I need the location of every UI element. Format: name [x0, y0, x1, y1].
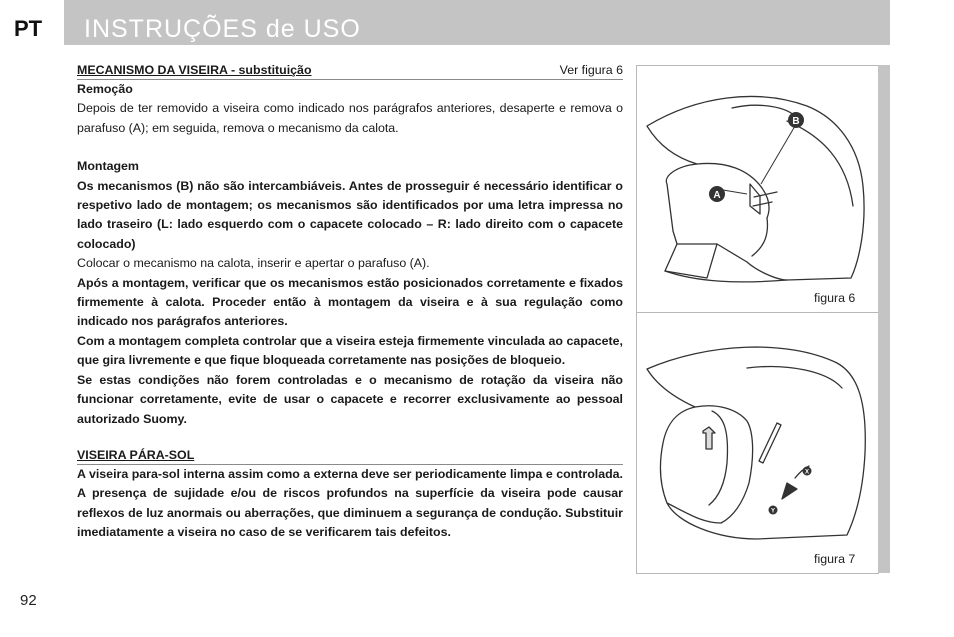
main-text-column: [77, 62, 623, 543]
section-title: VISEIRA PÁRA-SOL: [77, 447, 195, 462]
label-b: B: [792, 116, 800, 127]
figure-reference: Ver figura 6: [559, 63, 623, 77]
section-title: MECANISMO DA VISEIRA - substituição: [77, 63, 312, 77]
label-a: A: [713, 190, 721, 201]
figure-6-caption: figura 6: [814, 291, 856, 305]
mount-warning-4: Se estas condições não forem controladas e o mecanismo de rotação da viseira não funcionar corretamente, evite de usar o capacete e recorrer exclusivamente ao pessoal autorizado Suomy.: [77, 372, 623, 426]
figure-7-caption: figura 7: [814, 552, 856, 566]
figure-frame: [636, 65, 879, 574]
helmet-figure-6: [637, 66, 878, 312]
removal-heading: Remoção: [77, 82, 133, 96]
mount-warning-2: Após a montagem, verificar que os mecanismos estão posicionados corretamente e fixados firmemente à calota. Proceder então à montagem da viseira e à sua regulação como indicado nos parágrafos anteriores.: [77, 275, 623, 329]
helmet-figure-7: [637, 313, 878, 573]
page-number: 92: [20, 592, 37, 609]
mount-text: Colocar o mecanismo na calota, inserir e apertar o parafuso (A).: [77, 256, 430, 271]
mount-warning-1: Os mecanismos (B) não são intercambiáveis. Antes de prosseguir é necessário identificar o respetivo lado de montagem; os mecanismos são identificados por uma letra impressa no lado traseiro (L: lado esquerdo com o capacete colocado – R: lado direito com o capacete colocado): [77, 178, 623, 251]
header-bar: [64, 0, 890, 45]
side-strip: [878, 65, 890, 573]
mount-warning-3: Com a montagem completa controlar que a viseira esteja firmemente vinculada ao capacete, que gira livremente e que fique bloqueada corretamente nas posições de bloqueio.: [77, 333, 623, 368]
section-header-sun-visor: [77, 447, 623, 465]
section-header-visor-mechanism: [77, 62, 623, 80]
page-title: INSTRUÇÕES de USO: [84, 15, 361, 43]
removal-text: Depois de ter removido a viseira como indicado nos parágrafos anteriores, desaperte e remova o parafuso (A); em seguida, remova o mecanismo da calota.: [77, 101, 623, 135]
sun-visor-text: A viseira para-sol interna assim como a externa deve ser periodicamente limpa e controlada. A presença de sujidade e/ou de riscos profundos na superfície da viseira pode causar reflexos de luz anormais ou aberrações, que diminuem a segurança de condução. Substituir imediatamente a viseira no caso de se verificarem tais defeitos.: [77, 466, 623, 540]
mount-heading: Montagem: [77, 159, 139, 174]
label-x: X: [804, 469, 810, 476]
label-y: Y: [770, 508, 776, 515]
language-code: PT: [14, 16, 43, 41]
